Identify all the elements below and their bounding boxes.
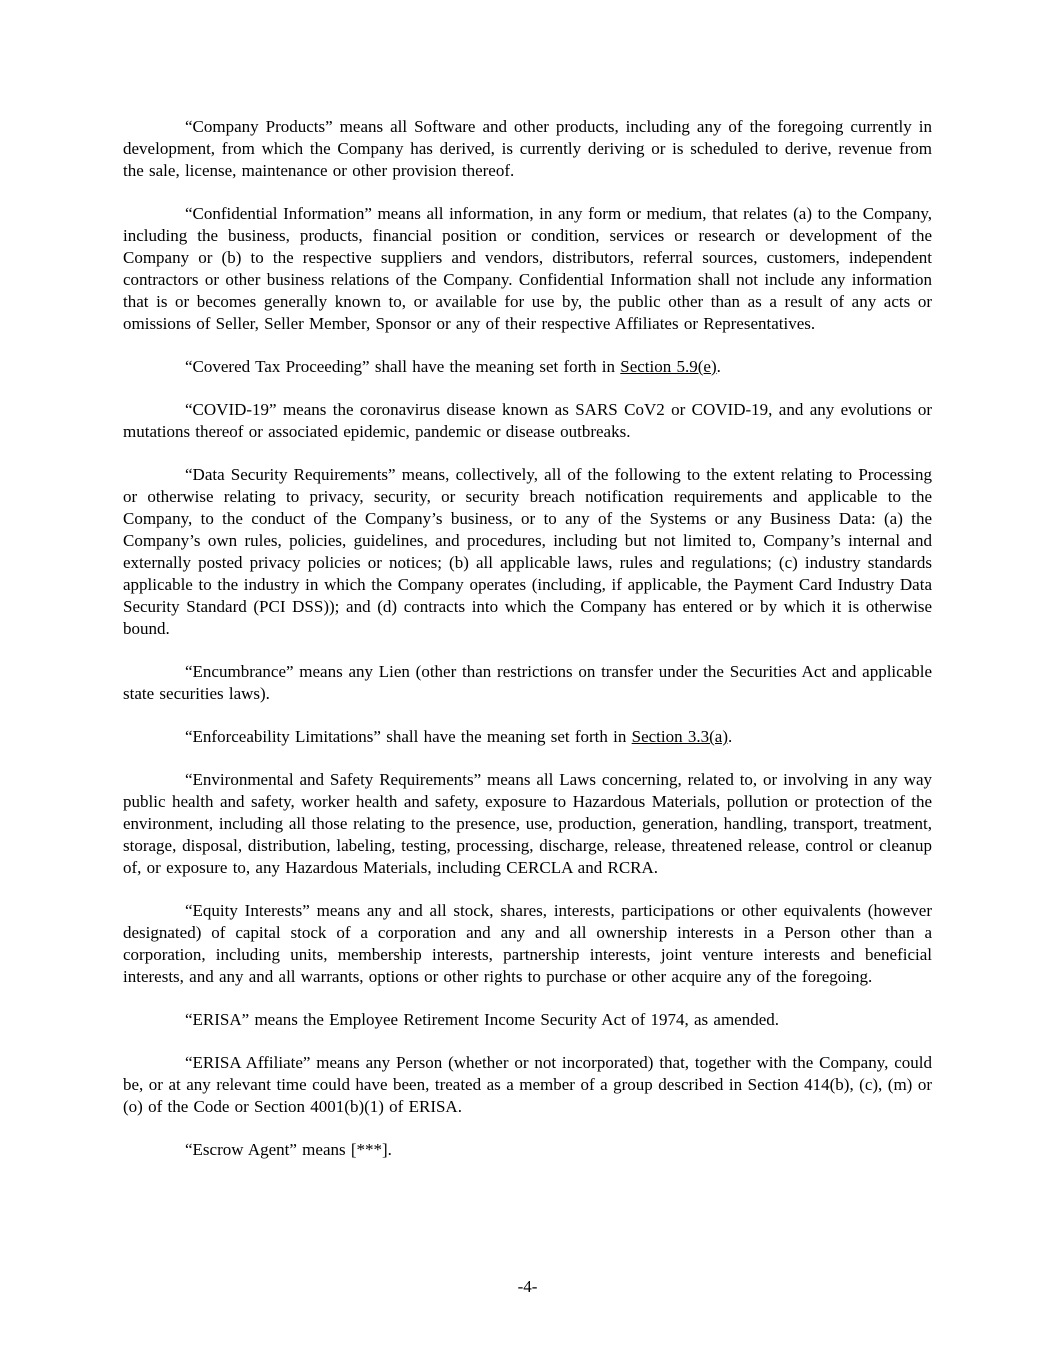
- text-run: “Enforceability Limitations” shall have the meaning set forth in: [185, 727, 632, 746]
- paragraph: [123, 769, 932, 879]
- paragraph: [123, 726, 932, 748]
- paragraph: [123, 399, 932, 443]
- text-run: “COVID-19” means the coronavirus disease known as SARS CoV2 or COVID-19, and any evolutions or mutations thereof or associated epidemic, pandemic or disease outbreaks.: [123, 400, 932, 441]
- paragraph: [123, 900, 932, 988]
- paragraph: [123, 1052, 932, 1118]
- text-run: “Environmental and Safety Requirements” means all Laws concerning, related to, or involving in any way public health and safety, worker health and safety, exposure to Hazardous Materials, pollution or protection of the environment, including all those relating to the presence, use, production, generation, handling, transport, treatment, storage, disposal, distribution, labeling, testing, processing, discharge, release, threatened release, control or cleanup of, or exposure to, any Hazardous Materials, including CERCLA and RCRA.: [123, 770, 932, 877]
- text-run: “Encumbrance” means any Lien (other than restrictions on transfer under the Securities Act and applicable state securities laws).: [123, 662, 932, 703]
- text-run: “Data Security Requirements” means, collectively, all of the following to the extent relating to Processing or otherwise relating to privacy, security, or security breach notification requirements and applicable to the Company, to the conduct of the Company’s business, or to any of the Systems or any Business Data: (a) the Company’s own rules, policies, guidelines, and procedures, including but not limited to, Company’s internal and externally posted privacy policies or notices; (b) all applicable laws, rules and regulations; (c) industry standards applicable to the industry in which the Company operates (including, if applicable, the Payment Card Industry Data Security Standard (PCI DSS)); and (d) contracts into which the Company has entered or by which it is otherwise bound.: [123, 465, 932, 638]
- paragraph: [123, 661, 932, 705]
- text-run: “ERISA Affiliate” means any Person (whether or not incorporated) that, together with the Company, could be, or at any relevant time could have been, treated as a member of a group described in Section 414(b), (c), (m) or (o) of the Code or Section 4001(b)(1) of ERISA.: [123, 1053, 932, 1116]
- paragraph: [123, 116, 932, 182]
- document-body: [123, 116, 932, 1182]
- paragraph: [123, 203, 932, 335]
- text-run: .: [716, 357, 721, 376]
- paragraph: [123, 356, 932, 378]
- text-run: “Covered Tax Proceeding” shall have the meaning set forth in: [185, 357, 621, 376]
- section-reference: Section 3.3(a): [631, 727, 728, 746]
- section-reference: Section 5.9(e): [620, 357, 717, 376]
- text-run: .: [727, 727, 733, 746]
- paragraph: [123, 464, 932, 640]
- page-number: -4-: [517, 1277, 538, 1296]
- paragraph: [123, 1139, 932, 1161]
- text-run: “ERISA” means the Employee Retirement Income Security Act of 1974, as amended.: [185, 1010, 780, 1029]
- text-run: “Company Products” means all Software and other products, including any of the foregoing currently in development, from which the Company has derived, is currently deriving or is scheduled to derive, revenue from the sale, license, maintenance or other provision thereof.: [123, 117, 932, 180]
- paragraph: [123, 1009, 932, 1031]
- text-run: “Escrow Agent” means [***].: [185, 1140, 392, 1159]
- text-run: “Confidential Information” means all information, in any form or medium, that relates (a) to the Company, including the business, products, financial position or condition, services or research or development of the Company or (b) to the respective suppliers and vendors, distributors, referral sources, customers, independent contractors or other business relations of the Company. Confidential Information shall not include any information that is or becomes generally known to, or available for use by, the public other than as a result of any acts or omissions of Seller, Seller Member, Sponsor or any of their respective Affiliates or Representatives.: [123, 204, 932, 333]
- text-run: “Equity Interests” means any and all stock, shares, interests, participations or other equivalents (however designated) of capital stock of a corporation and any and all ownership interests in a Person other than a corporation, including units, membership interests, partnership interests, joint venture interests and beneficial interests, and any and all warrants, options or other rights to purchase or other acquire any of the foregoing.: [123, 901, 932, 986]
